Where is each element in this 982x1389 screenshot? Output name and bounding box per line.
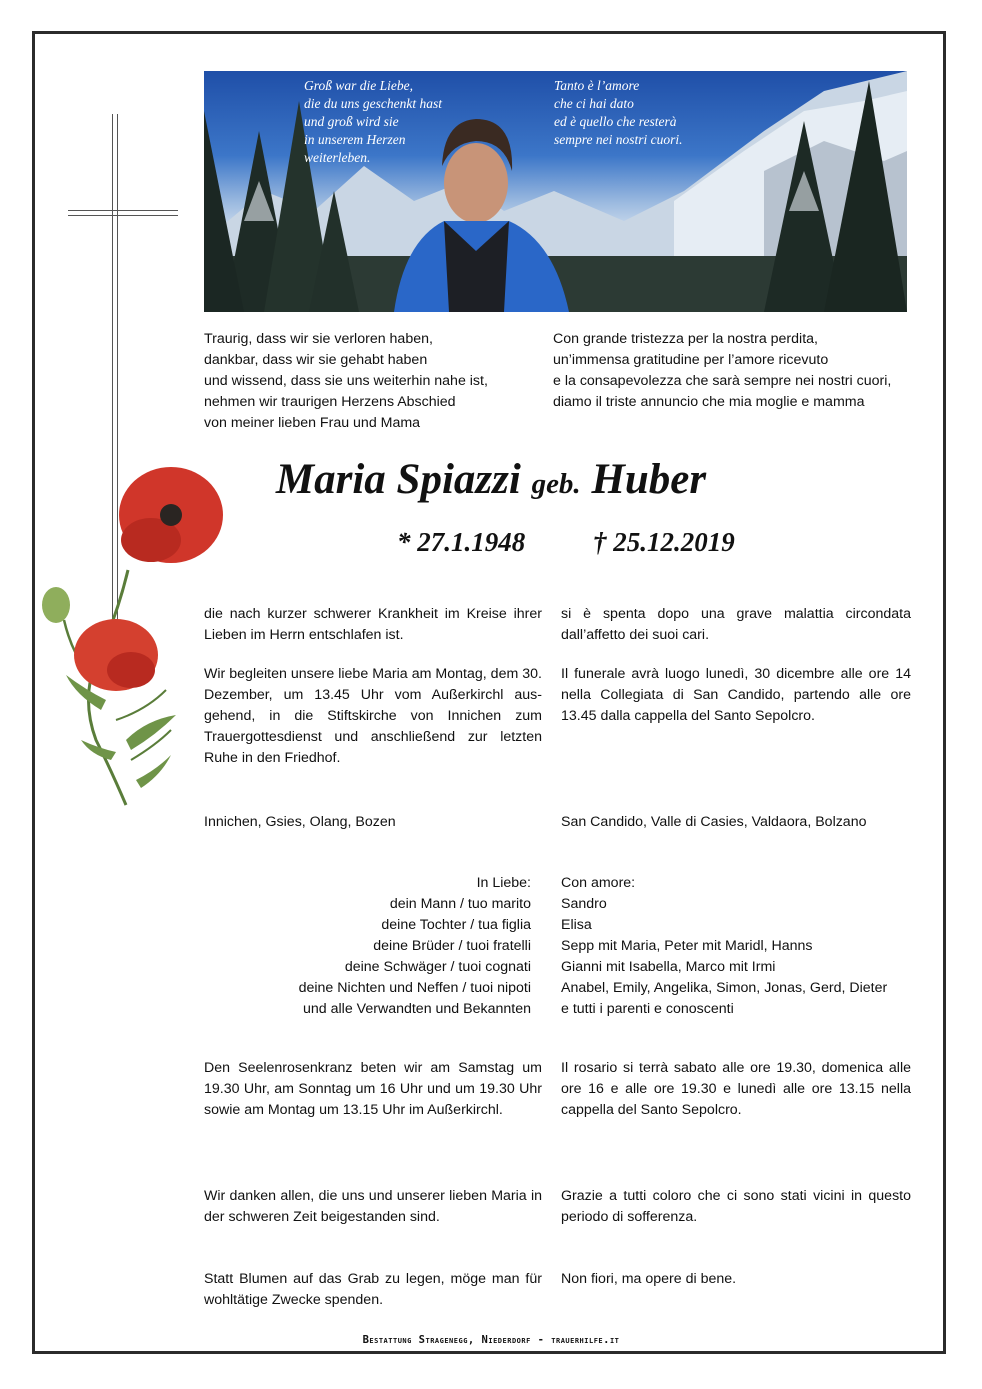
flowers-italian: Non fiori, ma opere di bene. — [561, 1271, 737, 1287]
funeral-home-footer: Bestattung Stragenegg, Niederdorf - trauerhilfe.it — [362, 1334, 620, 1346]
intro-german: Traurig, dass wir sie verloren haben, dankbar, dass wir sie gehabt haben und wissend, dass sie uns weiterhin nahe ist, nehmen wir traurigen Herzens Abschied von meiner lieben Frau und Mama — [204, 331, 488, 431]
death-date: † 25.12.2019 — [593, 527, 735, 557]
mourners-heading-german: In Liebe: — [476, 875, 531, 891]
thanks-italian: Grazie a tutti coloro che ci sono stati vicini in questo periodo di sofferenza. — [561, 1188, 911, 1225]
mourners-names: Sandro Elisa Sepp mit Maria, Peter mit Maridl, Hanns Gianni mit Isabella, Marco mit Irmi Anabel, Emily, Angelika, Simon, Jonas, Gerd, Dieter e tutti i parenti e conoscenti — [561, 896, 888, 1017]
name-geb: geb. — [531, 468, 581, 500]
funeral-german: Wir begleiten unsere liebe Maria am Montag, dem 30. Dezember, um 13.45 Uhr vom Außerkirchl aus-gehend, in die Stiftskirche von Innichen zum Trauergottesdienst und anschließend zur letzten Ruhe in den Friedhof. — [204, 666, 542, 766]
memorial-photo — [204, 71, 907, 312]
verse-german: Groß war die Liebe, die du uns geschenkt hast und groß wird sie in unserem Herzen weiterleben. — [304, 78, 442, 165]
cross-horizontal-line — [68, 215, 178, 216]
name-first-last: Maria Spiazzi — [275, 456, 521, 503]
flowers-german: Statt Blumen auf das Grab zu legen, möge man für wohltätige Zwecke spenden. — [204, 1271, 542, 1308]
funeral-italian: Il funerale avrà luogo lunedì, 30 dicembre alle ore 14 nella Collegiata di San Candido, partendo alle ore 13.45 dalla cappella del Santo Sepolcro. — [561, 666, 911, 724]
poppy-illustration — [36, 460, 246, 810]
places-german: Innichen, Gsies, Olang, Bozen — [204, 814, 396, 830]
cross-horizontal-line — [68, 210, 178, 211]
thanks-german: Wir danken allen, die uns und unserer lieben Maria in der schweren Zeit beigestanden sind. — [204, 1188, 542, 1225]
rosary-german: Den Seelenrosenkranz beten wir am Samstag um 19.30 Uhr, am Sonntag um 16 Uhr und um 19.30 Uhr sowie am Montag um 13.15 Uhr im Außerkirchl. — [204, 1060, 542, 1118]
mourners-heading-italian: Con amore: — [561, 875, 636, 891]
rosary-italian: Il rosario si terrà sabato alle ore 19.30, domenica alle ore 16 e alle ore 19.30 e lunedì alle ore 13.15 nella cappella del Santo Sepolcro. — [561, 1060, 911, 1118]
passing-italian: si è spenta dopo una grave malattia circondata dall’affetto dei suoi cari. — [561, 606, 911, 643]
name-maiden: Huber — [591, 456, 707, 503]
places-italian: San Candido, Valle di Casies, Valdaora, Bolzano — [561, 814, 867, 830]
mourners-relations: dein Mann / tuo marito deine Tochter / tua figlia deine Brüder / tuoi fratelli deine Schwäger / tuoi cognati deine Nichten und Neffen / tuoi nipoti und alle Verwandten und Bekannten — [298, 896, 531, 1017]
verse-italian: Tanto è l’amore che ci hai dato ed è quello che resterà sempre nei nostri cuori. — [554, 78, 683, 147]
birth-date: * 27.1.1948 — [397, 527, 526, 557]
passing-german: die nach kurzer schwerer Krankheit im Kreise ihrer Lieben im Herrn entschlafen ist. — [204, 606, 542, 643]
intro-italian: Con grande tristezza per la nostra perdita, un’immensa gratitudine per l’amore ricevuto e la consapevolezza che sarà sempre nei nostri cuori, diamo il triste annuncio che mia moglie e mamma — [553, 331, 892, 410]
